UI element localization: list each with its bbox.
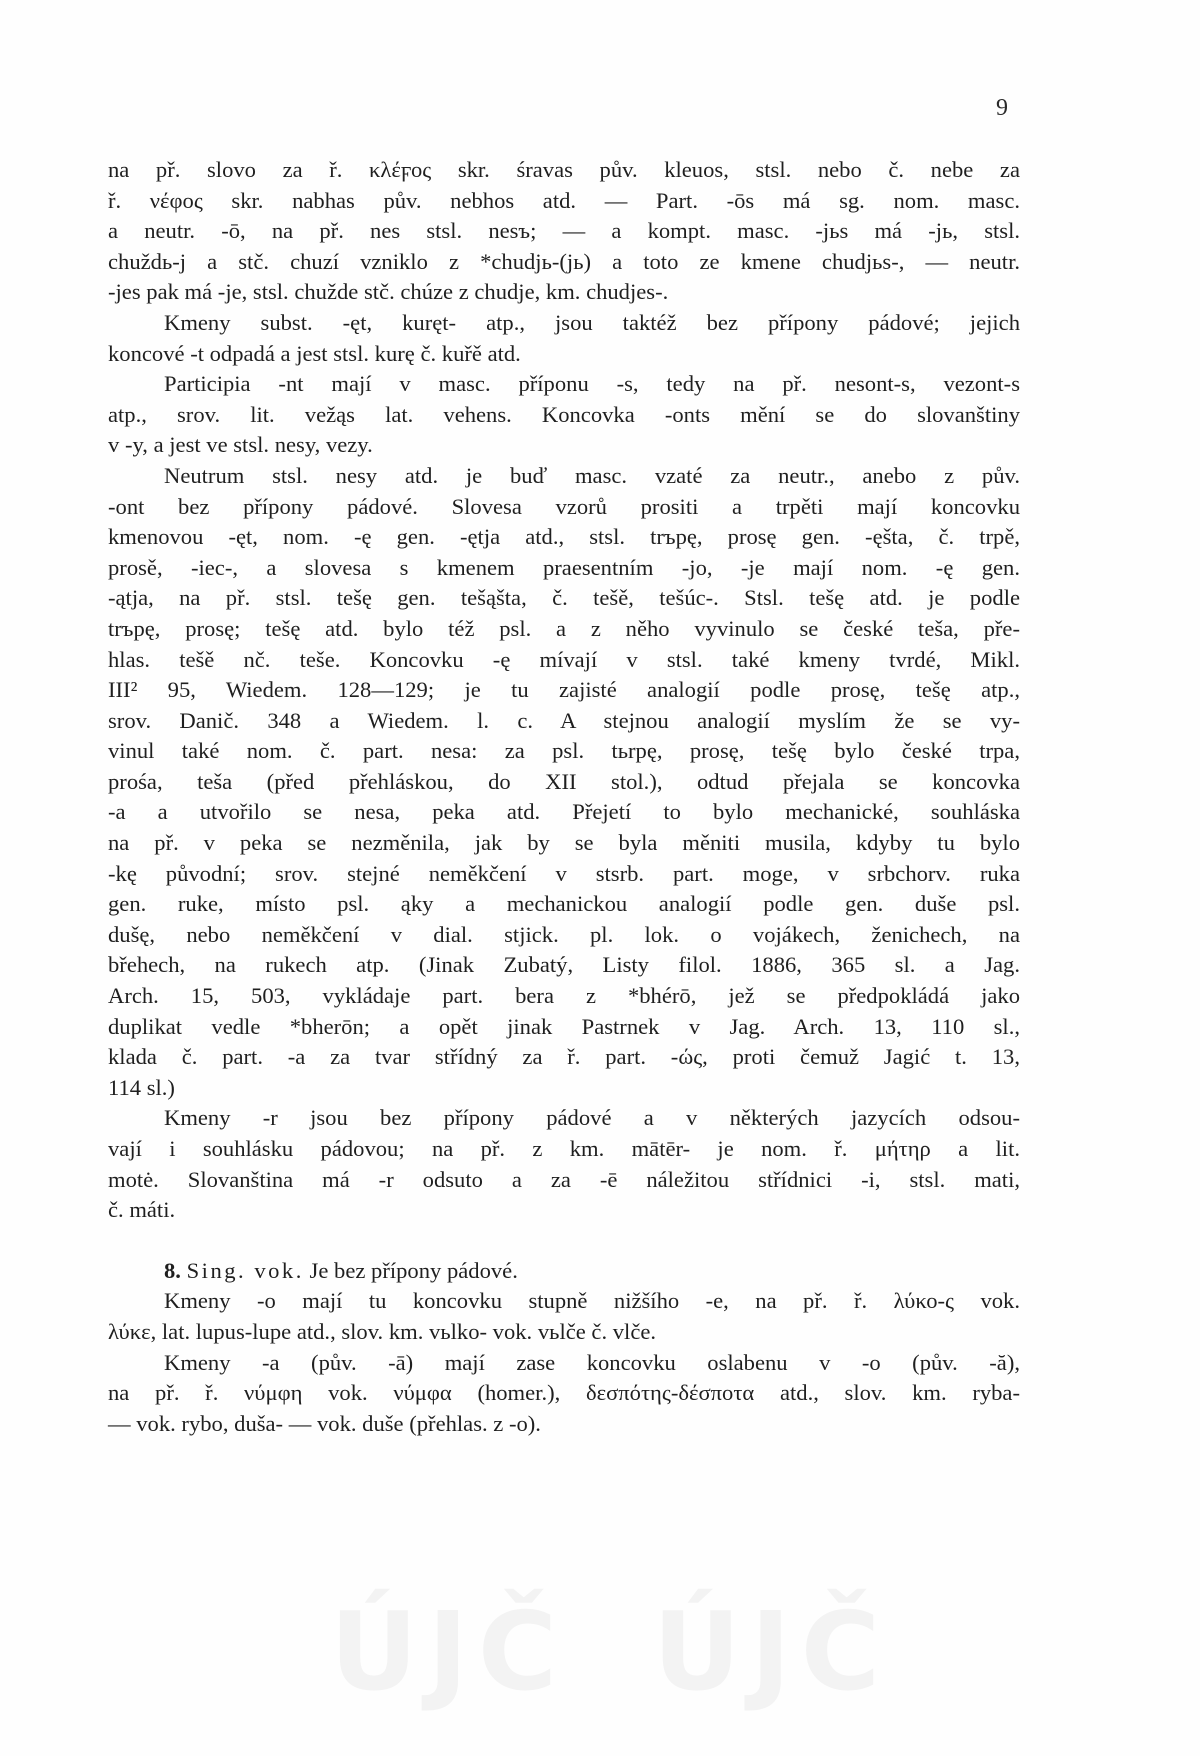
section-label: Sing. vok. bbox=[186, 1257, 304, 1283]
text-line: na př. slovo za ř. κλέϝος skr. śravas pův. kleuos, stsl. nebo č. nebe za bbox=[108, 157, 1020, 182]
text-line: č. máti. bbox=[108, 1197, 176, 1223]
section-heading-line bbox=[108, 1256, 1020, 1287]
text-line: dušę, nebo neměkčení v dial. stjick. pl. lok. o vojákech, ženichech, na bbox=[108, 921, 1020, 947]
paragraph-0 bbox=[108, 155, 1020, 308]
section-8-paragraph-0 bbox=[108, 1286, 1020, 1347]
text-line: 114 sl.) bbox=[108, 1074, 175, 1100]
text-line: -ont bez přípony pádové. Slovesa vzorů prositi a trpěti mají koncovku bbox=[108, 493, 1020, 519]
text-column bbox=[108, 155, 1020, 1439]
text-line: Kmeny subst. -ęt, kuręt- atp., jsou taktéž bez přípony pádové; jejich bbox=[164, 309, 1020, 335]
text-line: koncové -t odpadá a jest stsl. kurę č. kuřě atd. bbox=[108, 340, 521, 366]
text-line: -jes pak má -je, stsl. chužde stč. chúze z chudje, km. chudjes-. bbox=[108, 279, 669, 305]
text-line: motė. Slovanština má -r odsuto a za -ē náležitou střídnici -i, stsl. mati, bbox=[108, 1166, 1020, 1192]
text-line: Kmeny -o mají tu koncovku stupně nižšího -e, na př. ř. λύκο-ς vok. bbox=[164, 1288, 1020, 1314]
paragraph-2 bbox=[108, 369, 1020, 461]
text-line: -a a utvořilo se nesa, peka atd. Přejetí to bylo mechanické, souhláska bbox=[108, 799, 1020, 825]
text-line: chuždь-j a stč. chuzí vzniklo z *chudjь-(jь) a toto ze kmene chudjьs-, — neutr. bbox=[108, 248, 1020, 274]
paragraph-1 bbox=[108, 308, 1020, 369]
section-8-heading bbox=[108, 1256, 1020, 1287]
paragraph-3 bbox=[108, 461, 1020, 1103]
text-line: gen. ruke, místo psl. ąky a mechanickou analogií podle gen. duše psl. bbox=[108, 891, 1020, 917]
text-line: III² 95, Wiedem. 128—129; je tu zajisté analogií podle prosę, tešę atp., bbox=[108, 677, 1020, 703]
text-line: klada č. part. -a za tvar střídný za ř. part. -ώς, proti čemuž Jagić t. 13, bbox=[108, 1044, 1020, 1070]
text-line: prosě, -iec-, a slovesa s kmenem praesentním -jo, -je mají nom. -ę gen. bbox=[108, 554, 1020, 580]
watermark bbox=[330, 1590, 890, 1715]
watermark-text: ÚJČ bbox=[652, 1590, 890, 1715]
text-line: λύκε, lat. lupus-lupe atd., slov. km. vьlko- vok. vьlče č. vlče. bbox=[108, 1318, 657, 1344]
text-line: prośa, teša (před přehláskou, do XII stol.), odtud přejala se koncovka bbox=[108, 768, 1020, 794]
text-line: atp., srov. lit. vežąs lat. vehens. Koncovka -onts mění se do slovanštiny bbox=[108, 401, 1020, 427]
paragraph-4 bbox=[108, 1103, 1020, 1225]
text-line: Neutrum stsl. nesy atd. je buď masc. vzaté za neutr., anebo z pův. bbox=[164, 462, 1020, 488]
text-line: kmenovou -ęt, nom. -ę gen. -ętja atd., stsl. trъpę, prosę gen. -ęšta, č. trpě, bbox=[108, 524, 1020, 550]
text-line: Participia -nt mají v masc. příponu -s, tedy na př. nesont-s, vezont-s bbox=[164, 371, 1020, 397]
text-line: a neutr. -ō, na př. nes stsl. nesъ; — a kompt. masc. -jьs má -jь, stsl. bbox=[108, 218, 1020, 244]
text-line: trъpę, prosę; tešę atd. bylo též psl. a z něho vyvinulo se české teša, pře- bbox=[108, 615, 1020, 641]
text-line: hlas. tešě nč. teše. Koncovku -ę mívají v stsl. také kmeny tvrdé, Mikl. bbox=[108, 646, 1020, 672]
text-line: vají i souhlásku pádovou; na př. z km. mātēr- je nom. ř. μήτηρ a lit. bbox=[108, 1136, 1020, 1161]
text-line: srov. Danič. 348 a Wiedem. l. c. A stejnou analogií myslím že se vy- bbox=[108, 707, 1020, 733]
text-line: na př. v peka se nezměnila, jak by se byla měniti musila, kdyby tu bylo bbox=[108, 830, 1020, 856]
text-line: břehech, na rukech atp. (Jinak Zubatý, Listy filol. 1886, 365 sl. a Jag. bbox=[108, 952, 1020, 978]
page-number: 9 bbox=[996, 95, 1008, 121]
section-number: 8. bbox=[164, 1257, 181, 1283]
text-line: vinul také nom. č. part. nesa: za psl. tьrpę, prosę, tešę bylo české trpa, bbox=[108, 738, 1020, 764]
text-line: -ątja, na př. stsl. tešę gen. tešąšta, č. tešě, tešúc-. Stsl. tešę atd. je podle bbox=[108, 585, 1020, 611]
text-line: Kmeny -r jsou bez přípony pádové a v některých jazycích odsou- bbox=[164, 1105, 1020, 1131]
watermark-text: ÚJČ bbox=[330, 1590, 568, 1715]
section-gap bbox=[108, 1226, 1020, 1256]
text-line: ř. νέφος skr. nabhas pův. nebhos atd. — Part. -ōs má sg. nom. masc. bbox=[108, 187, 1020, 213]
text-line: Kmeny -a (pův. -ā) mají zase koncovku oslabenu v -o (pův. -ă), bbox=[164, 1349, 1020, 1375]
text-line: v -y, a jest ve stsl. nesy, vezy. bbox=[108, 432, 373, 458]
text-line: na př. ř. νύμφη vok. νύμφα (homer.), δεσπότης-δέσποτα atd., slov. km. ryba- bbox=[108, 1380, 1020, 1406]
text-line: duplikat vedle *bherōn; a opět jinak Pastrnek v Jag. Arch. 13, 110 sl., bbox=[108, 1013, 1020, 1039]
text-line: — vok. rybo, duša- — vok. duše (přehlas. z -o). bbox=[108, 1410, 541, 1436]
section-8-paragraph-1 bbox=[108, 1348, 1020, 1440]
text-line: -kę původní; srov. stejné neměkčení v stsrb. part. moge, v srbchorv. ruka bbox=[108, 860, 1020, 886]
section-text: Je bez přípony pádové. bbox=[309, 1257, 518, 1283]
text-line: Arch. 15, 503, vykládaje part. bera z *bhérō, jež se předpokládá jako bbox=[108, 983, 1020, 1009]
